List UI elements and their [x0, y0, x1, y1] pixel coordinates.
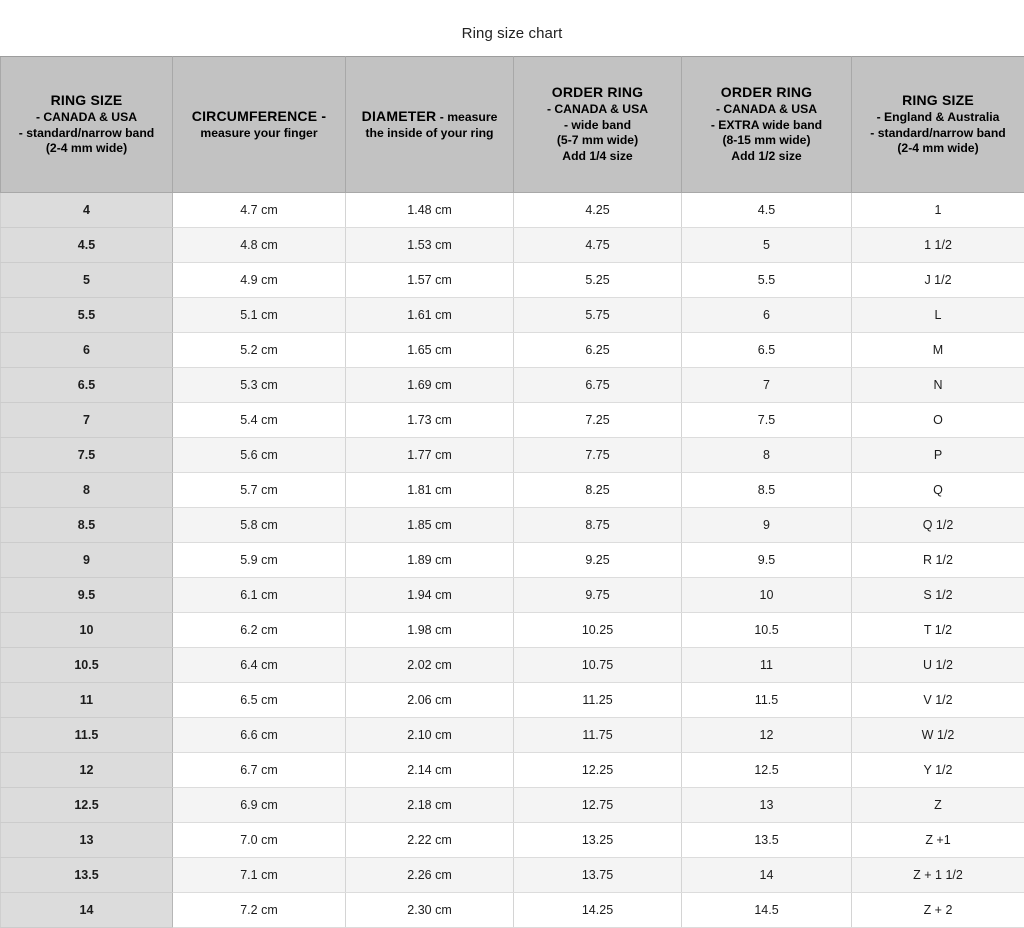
cell-circumference: 6.7 cm	[173, 753, 346, 788]
cell-uk-ring-size: U 1/2	[852, 648, 1024, 683]
column-header-line: (2-4 mm wide)	[858, 141, 1018, 157]
cell-uk-ring-size: Z + 1 1/2	[852, 858, 1024, 893]
cell-order-extra-wide-band: 5.5	[682, 263, 852, 298]
cell-ring-size: 4.5	[1, 228, 173, 263]
cell-diameter: 1.98 cm	[346, 613, 514, 648]
cell-ring-size: 13	[1, 823, 173, 858]
cell-circumference: 5.8 cm	[173, 508, 346, 543]
table-row	[1, 228, 1024, 263]
cell-diameter: 1.73 cm	[346, 403, 514, 438]
cell-ring-size: 8.5	[1, 508, 173, 543]
table-row	[1, 718, 1024, 753]
cell-diameter: 2.18 cm	[346, 788, 514, 823]
column-header-line: - standard/narrow band	[858, 126, 1018, 142]
column-header-line: measure your finger	[179, 126, 339, 142]
cell-order-extra-wide-band: 4.5	[682, 193, 852, 228]
column-header-line: - standard/narrow band	[7, 126, 166, 142]
cell-order-extra-wide-band: 11.5	[682, 683, 852, 718]
cell-uk-ring-size: Z +1	[852, 823, 1024, 858]
cell-order-wide-band: 14.25	[514, 893, 682, 928]
cell-order-extra-wide-band: 11	[682, 648, 852, 683]
cell-ring-size: 7.5	[1, 438, 173, 473]
cell-order-extra-wide-band: 8	[682, 438, 852, 473]
cell-uk-ring-size: M	[852, 333, 1024, 368]
cell-ring-size: 5.5	[1, 298, 173, 333]
cell-circumference: 7.2 cm	[173, 893, 346, 928]
cell-order-wide-band: 7.75	[514, 438, 682, 473]
table-row	[1, 368, 1024, 403]
cell-diameter: 2.06 cm	[346, 683, 514, 718]
cell-ring-size: 9	[1, 543, 173, 578]
cell-order-extra-wide-band: 6.5	[682, 333, 852, 368]
table-body	[1, 193, 1024, 928]
cell-ring-size: 5	[1, 263, 173, 298]
table-header	[1, 57, 1024, 193]
cell-diameter: 1.69 cm	[346, 368, 514, 403]
cell-order-wide-band: 5.75	[514, 298, 682, 333]
column-header-order-ring-wide-band	[514, 57, 682, 193]
cell-order-wide-band: 5.25	[514, 263, 682, 298]
cell-order-extra-wide-band: 10	[682, 578, 852, 613]
cell-order-extra-wide-band: 6	[682, 298, 852, 333]
cell-circumference: 5.7 cm	[173, 473, 346, 508]
table-row	[1, 578, 1024, 613]
cell-uk-ring-size: N	[852, 368, 1024, 403]
cell-order-extra-wide-band: 14.5	[682, 893, 852, 928]
cell-order-wide-band: 10.75	[514, 648, 682, 683]
column-header-circumference	[173, 57, 346, 193]
column-header-line: - CANADA & USA	[520, 102, 675, 118]
table-row	[1, 193, 1024, 228]
column-header-diameter	[346, 57, 514, 193]
column-header-line: - England & Australia	[858, 110, 1018, 126]
table-row	[1, 473, 1024, 508]
cell-uk-ring-size: R 1/2	[852, 543, 1024, 578]
cell-order-extra-wide-band: 12.5	[682, 753, 852, 788]
column-header-line: - EXTRA wide band	[688, 118, 845, 134]
cell-order-wide-band: 8.25	[514, 473, 682, 508]
column-header-line: Add 1/2 size	[688, 149, 845, 165]
cell-order-wide-band: 4.75	[514, 228, 682, 263]
cell-order-wide-band: 6.25	[514, 333, 682, 368]
cell-ring-size: 12.5	[1, 788, 173, 823]
table-row	[1, 263, 1024, 298]
cell-diameter: 1.61 cm	[346, 298, 514, 333]
cell-uk-ring-size: W 1/2	[852, 718, 1024, 753]
cell-order-wide-band: 10.25	[514, 613, 682, 648]
cell-diameter: 1.48 cm	[346, 193, 514, 228]
cell-order-wide-band: 11.75	[514, 718, 682, 753]
cell-order-wide-band: 13.25	[514, 823, 682, 858]
cell-uk-ring-size: P	[852, 438, 1024, 473]
page-title: Ring size chart	[0, 0, 1024, 56]
cell-uk-ring-size: S 1/2	[852, 578, 1024, 613]
column-header-title: RING SIZE	[7, 92, 166, 110]
ring-size-chart-table	[0, 56, 1024, 928]
cell-circumference: 5.2 cm	[173, 333, 346, 368]
table-row	[1, 333, 1024, 368]
cell-diameter: 2.14 cm	[346, 753, 514, 788]
cell-circumference: 5.6 cm	[173, 438, 346, 473]
cell-circumference: 6.1 cm	[173, 578, 346, 613]
column-header-line: - wide band	[520, 118, 675, 134]
cell-order-wide-band: 6.75	[514, 368, 682, 403]
table-row	[1, 823, 1024, 858]
cell-order-extra-wide-band: 7	[682, 368, 852, 403]
cell-order-wide-band: 12.25	[514, 753, 682, 788]
cell-diameter: 2.30 cm	[346, 893, 514, 928]
cell-circumference: 5.9 cm	[173, 543, 346, 578]
cell-circumference: 7.1 cm	[173, 858, 346, 893]
cell-diameter: 1.65 cm	[346, 333, 514, 368]
cell-order-wide-band: 12.75	[514, 788, 682, 823]
table-row	[1, 648, 1024, 683]
cell-ring-size: 10	[1, 613, 173, 648]
cell-order-wide-band: 13.75	[514, 858, 682, 893]
table-row	[1, 613, 1024, 648]
cell-uk-ring-size: Y 1/2	[852, 753, 1024, 788]
cell-diameter: 2.26 cm	[346, 858, 514, 893]
cell-ring-size: 4	[1, 193, 173, 228]
cell-ring-size: 9.5	[1, 578, 173, 613]
cell-uk-ring-size: 1 1/2	[852, 228, 1024, 263]
table-row	[1, 858, 1024, 893]
cell-uk-ring-size: T 1/2	[852, 613, 1024, 648]
column-header-subtitle: - measure	[436, 110, 497, 124]
cell-order-extra-wide-band: 12	[682, 718, 852, 753]
column-header-line: (5-7 mm wide)	[520, 133, 675, 149]
cell-ring-size: 11	[1, 683, 173, 718]
cell-uk-ring-size: Z + 2	[852, 893, 1024, 928]
cell-ring-size: 6	[1, 333, 173, 368]
cell-order-extra-wide-band: 9.5	[682, 543, 852, 578]
cell-uk-ring-size: Z	[852, 788, 1024, 823]
cell-order-extra-wide-band: 7.5	[682, 403, 852, 438]
cell-ring-size: 10.5	[1, 648, 173, 683]
column-header-order-ring-extra-wide-band	[682, 57, 852, 193]
cell-order-wide-band: 7.25	[514, 403, 682, 438]
cell-circumference: 6.4 cm	[173, 648, 346, 683]
table-row	[1, 683, 1024, 718]
column-header-line: the inside of your ring	[352, 126, 507, 142]
cell-diameter: 1.77 cm	[346, 438, 514, 473]
cell-circumference: 4.8 cm	[173, 228, 346, 263]
table-row	[1, 438, 1024, 473]
cell-diameter: 1.57 cm	[346, 263, 514, 298]
cell-order-wide-band: 4.25	[514, 193, 682, 228]
cell-ring-size: 8	[1, 473, 173, 508]
cell-uk-ring-size: L	[852, 298, 1024, 333]
cell-order-extra-wide-band: 8.5	[682, 473, 852, 508]
table-row	[1, 543, 1024, 578]
column-header-ring-size-england-australia	[852, 57, 1024, 193]
cell-order-extra-wide-band: 13.5	[682, 823, 852, 858]
cell-uk-ring-size: V 1/2	[852, 683, 1024, 718]
cell-ring-size: 11.5	[1, 718, 173, 753]
cell-order-wide-band: 8.75	[514, 508, 682, 543]
cell-uk-ring-size: J 1/2	[852, 263, 1024, 298]
cell-circumference: 6.6 cm	[173, 718, 346, 753]
cell-diameter: 1.81 cm	[346, 473, 514, 508]
cell-order-extra-wide-band: 9	[682, 508, 852, 543]
cell-uk-ring-size: O	[852, 403, 1024, 438]
column-header-title: DIAMETER	[362, 108, 437, 124]
cell-ring-size: 12	[1, 753, 173, 788]
cell-ring-size: 6.5	[1, 368, 173, 403]
table-row	[1, 403, 1024, 438]
cell-order-wide-band: 9.75	[514, 578, 682, 613]
column-header-ring-size-canada-usa	[1, 57, 173, 193]
column-header-line: - CANADA & USA	[7, 110, 166, 126]
cell-diameter: 1.89 cm	[346, 543, 514, 578]
cell-diameter: 2.22 cm	[346, 823, 514, 858]
column-header-line: Add 1/4 size	[520, 149, 675, 165]
cell-order-extra-wide-band: 14	[682, 858, 852, 893]
table-row	[1, 893, 1024, 928]
cell-order-extra-wide-band: 10.5	[682, 613, 852, 648]
cell-circumference: 4.9 cm	[173, 263, 346, 298]
cell-circumference: 6.9 cm	[173, 788, 346, 823]
cell-order-extra-wide-band: 5	[682, 228, 852, 263]
cell-diameter: 1.85 cm	[346, 508, 514, 543]
cell-order-wide-band: 9.25	[514, 543, 682, 578]
cell-ring-size: 7	[1, 403, 173, 438]
cell-uk-ring-size: Q	[852, 473, 1024, 508]
column-header-title: ORDER RING	[520, 84, 675, 102]
cell-circumference: 5.1 cm	[173, 298, 346, 333]
column-header-title: ORDER RING	[688, 84, 845, 102]
cell-order-extra-wide-band: 13	[682, 788, 852, 823]
table-header-row	[1, 57, 1024, 193]
cell-uk-ring-size: Q 1/2	[852, 508, 1024, 543]
column-header-line: (2-4 mm wide)	[7, 141, 166, 157]
cell-diameter: 2.10 cm	[346, 718, 514, 753]
cell-diameter: 1.53 cm	[346, 228, 514, 263]
cell-order-wide-band: 11.25	[514, 683, 682, 718]
cell-circumference: 4.7 cm	[173, 193, 346, 228]
cell-circumference: 5.4 cm	[173, 403, 346, 438]
cell-ring-size: 14	[1, 893, 173, 928]
cell-ring-size: 13.5	[1, 858, 173, 893]
table-row	[1, 298, 1024, 333]
table-row	[1, 753, 1024, 788]
column-header-line: (8-15 mm wide)	[688, 133, 845, 149]
column-header-title: CIRCUMFERENCE -	[179, 108, 339, 126]
cell-circumference: 6.2 cm	[173, 613, 346, 648]
cell-diameter: 2.02 cm	[346, 648, 514, 683]
cell-circumference: 6.5 cm	[173, 683, 346, 718]
cell-diameter: 1.94 cm	[346, 578, 514, 613]
column-header-title: RING SIZE	[858, 92, 1018, 110]
cell-uk-ring-size: 1	[852, 193, 1024, 228]
table-row	[1, 508, 1024, 543]
table-row	[1, 788, 1024, 823]
cell-circumference: 7.0 cm	[173, 823, 346, 858]
column-header-line: - CANADA & USA	[688, 102, 845, 118]
cell-circumference: 5.3 cm	[173, 368, 346, 403]
